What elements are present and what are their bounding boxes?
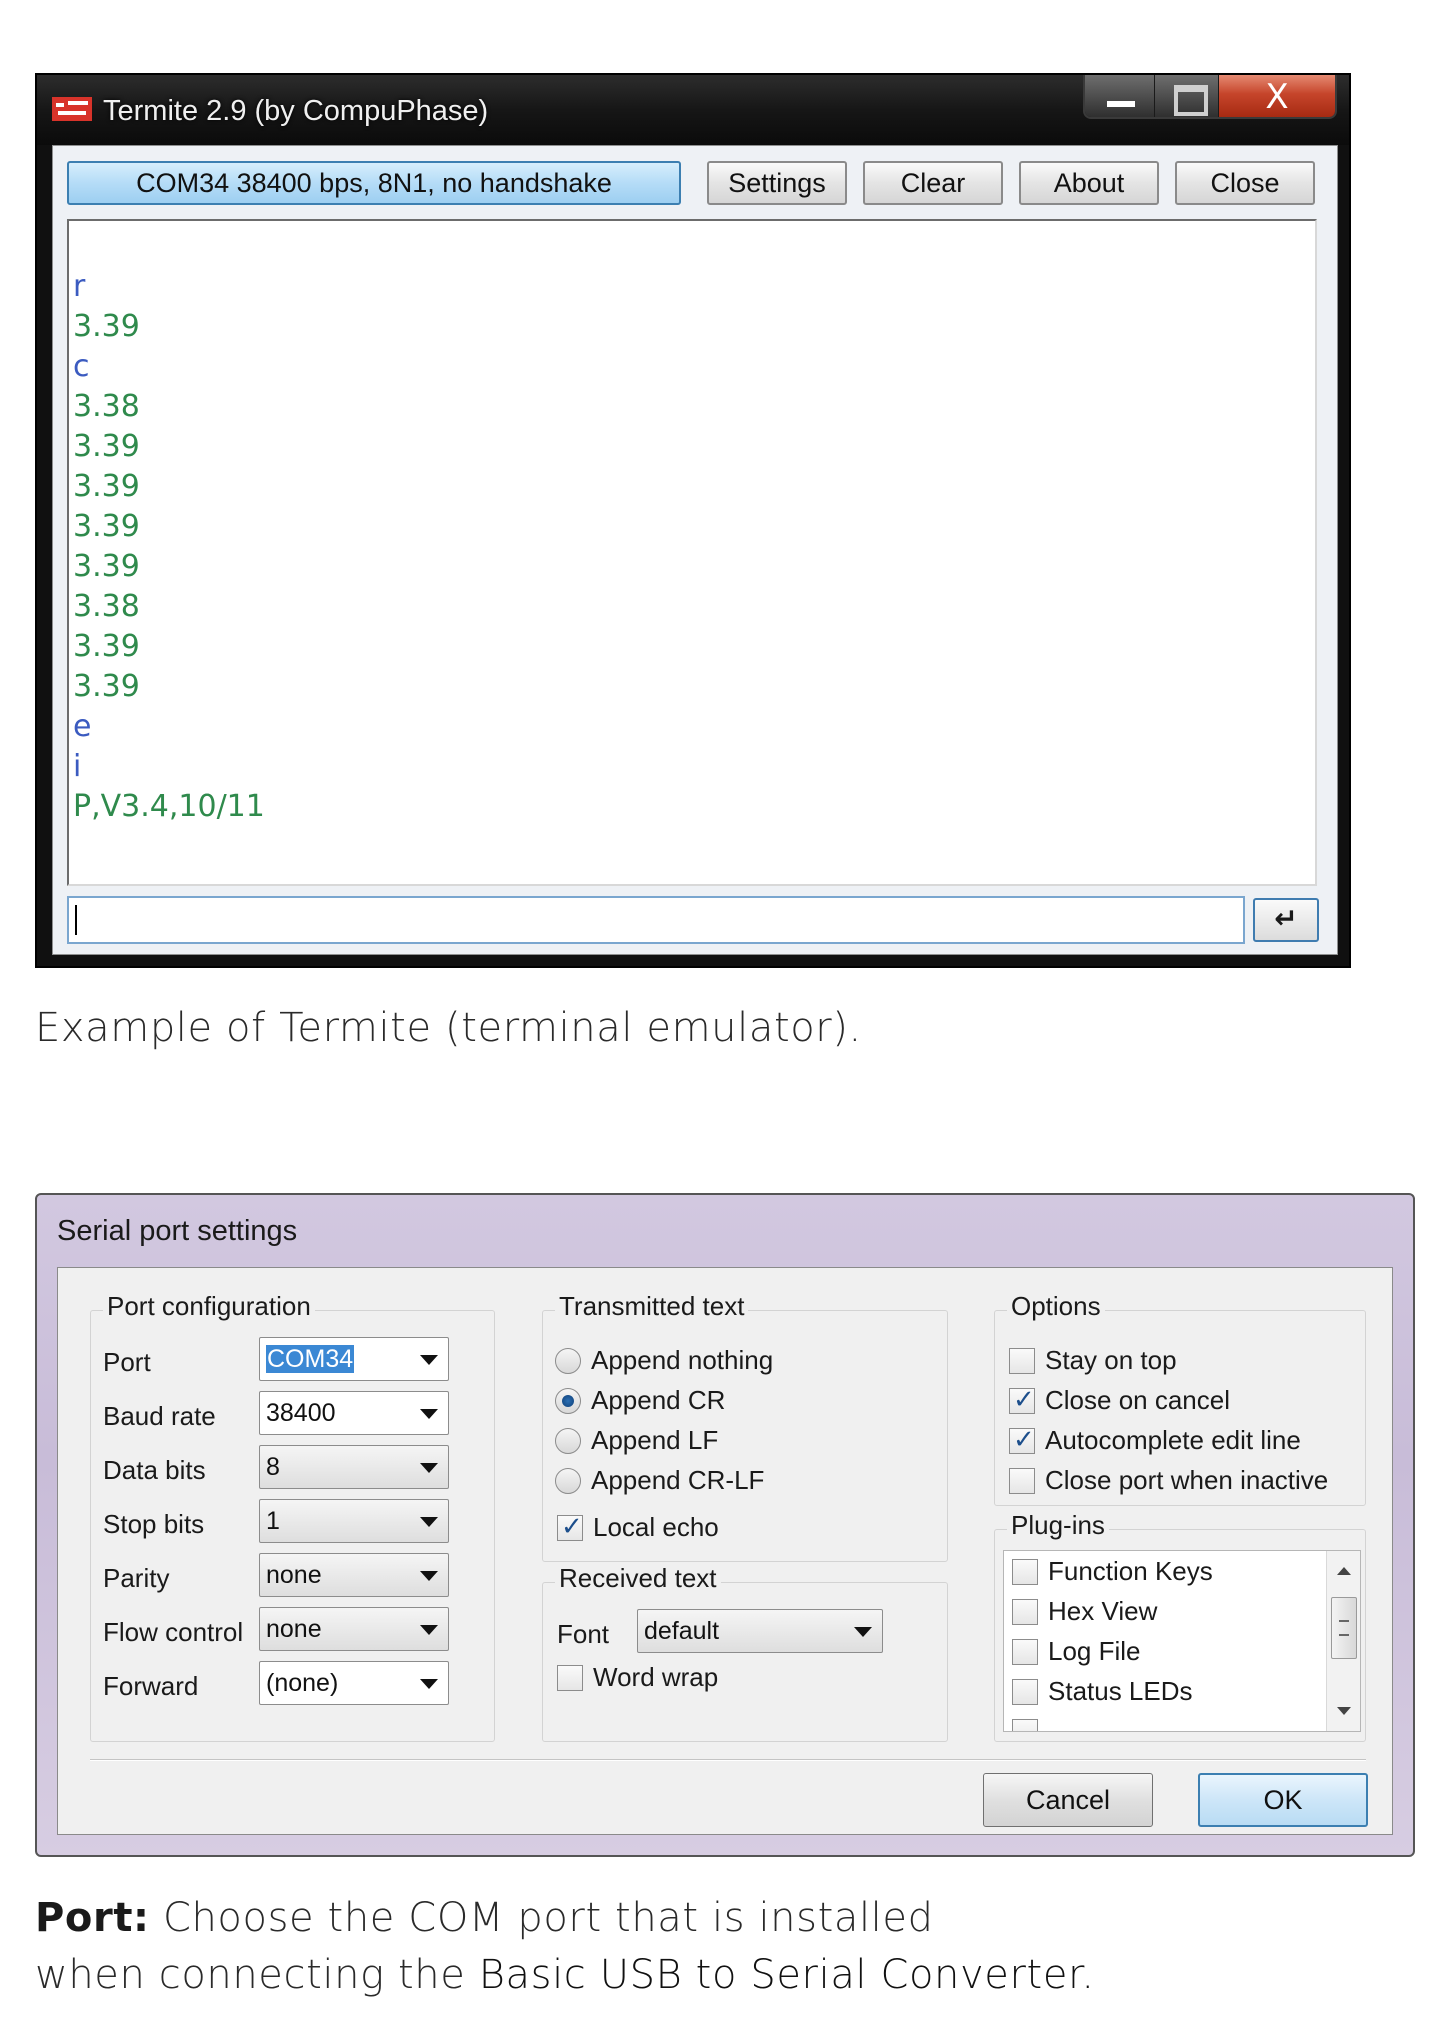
- data-bits-value: 8: [266, 1453, 280, 1481]
- forward-combo[interactable]: [259, 1661, 449, 1705]
- port-label: Port: [103, 1347, 151, 1377]
- close-on-cancel-checkbox[interactable]: [1009, 1388, 1035, 1414]
- group-title: Received text: [555, 1563, 721, 1594]
- text-caret: [75, 905, 77, 935]
- group-title: Plug-ins: [1007, 1510, 1109, 1541]
- caption-port-text: Choose the COM port that is installed: [149, 1895, 934, 1941]
- plugin-label: Hex View: [1048, 1596, 1158, 1626]
- about-button[interactable]: About: [1019, 161, 1159, 205]
- plugin-checkbox[interactable]: [1012, 1599, 1038, 1625]
- stop-bits-value: 1: [266, 1507, 280, 1535]
- chevron-down-icon: [420, 1463, 438, 1473]
- forward-label: Forward: [103, 1671, 199, 1701]
- ok-button[interactable]: OK: [1198, 1773, 1368, 1827]
- chevron-down-icon: [420, 1355, 438, 1365]
- parity-label: Parity: [103, 1563, 170, 1593]
- dialog-title: Serial port settings: [57, 1215, 298, 1247]
- caption-port: [35, 1890, 1095, 2004]
- port-value: COM34: [267, 1345, 354, 1373]
- autocomplete-label: Autocomplete edit line: [1045, 1425, 1301, 1455]
- baud-rate-combo[interactable]: [259, 1391, 449, 1435]
- plugin-checkbox[interactable]: [1012, 1679, 1038, 1705]
- terminal-line: 3.39: [73, 629, 140, 664]
- terminal-line: 3.38: [73, 389, 140, 424]
- scroll-thumb[interactable]: [1331, 1597, 1357, 1659]
- maximize-button[interactable]: [1155, 75, 1219, 117]
- terminal-line: 3.38: [73, 589, 140, 624]
- send-enter-button[interactable]: ↵: [1253, 898, 1319, 942]
- close-port-inactive-checkbox[interactable]: [1009, 1468, 1035, 1494]
- terminal-line: 3.39: [73, 309, 140, 344]
- terminal-line: c: [73, 349, 90, 384]
- minimize-button[interactable]: [1085, 75, 1155, 117]
- plugin-checkbox[interactable]: [1012, 1719, 1038, 1732]
- terminal-line: 3.39: [73, 509, 140, 544]
- options-group: [994, 1291, 1366, 1506]
- terminal-line: 3.39: [73, 429, 140, 464]
- stay-on-top-checkbox[interactable]: [1009, 1348, 1035, 1374]
- append-lf-radio[interactable]: [555, 1428, 581, 1454]
- flow-control-label: Flow control: [103, 1617, 244, 1647]
- local-echo-label: Local echo: [593, 1512, 719, 1542]
- append-crlf-radio[interactable]: [555, 1468, 581, 1494]
- append-crlf-label: Append CR-LF: [591, 1465, 765, 1495]
- serial-port-settings-dialog: [35, 1193, 1415, 1857]
- parity-combo[interactable]: [259, 1553, 449, 1597]
- plugin-checkbox[interactable]: [1012, 1559, 1038, 1585]
- termite-window: [35, 73, 1351, 968]
- stop-bits-label: Stop bits: [103, 1509, 205, 1539]
- forward-value: (none): [266, 1669, 339, 1697]
- transmitted-text-group: [542, 1291, 948, 1562]
- terminal-line: P,V3.4,10/11: [73, 789, 265, 824]
- chevron-down-icon: [420, 1625, 438, 1635]
- group-title: Options: [1007, 1291, 1105, 1322]
- terminal-line: r: [73, 269, 86, 304]
- plugin-checkbox[interactable]: [1012, 1639, 1038, 1665]
- autocomplete-checkbox[interactable]: [1009, 1428, 1035, 1454]
- caption-buttons: [1083, 75, 1337, 119]
- termite-app-icon: [52, 93, 92, 123]
- caption-device-name: Basic USB to Serial Converter.: [478, 1952, 1095, 1998]
- word-wrap-checkbox[interactable]: [557, 1665, 583, 1691]
- chevron-down-icon: [420, 1571, 438, 1581]
- clear-button[interactable]: Clear: [863, 161, 1003, 205]
- append-lf-label: Append LF: [591, 1425, 719, 1455]
- append-nothing-label: Append nothing: [591, 1345, 774, 1375]
- terminal-line: 3.39: [73, 549, 140, 584]
- terminal-output[interactable]: [67, 219, 1317, 886]
- separator: [90, 1759, 1366, 1761]
- flow-control-value: none: [266, 1615, 322, 1643]
- font-label: Font: [557, 1619, 610, 1649]
- port-settings-button[interactable]: COM34 38400 bps, 8N1, no handshake: [67, 161, 681, 205]
- plugin-label: Log File: [1048, 1636, 1141, 1666]
- data-bits-label: Data bits: [103, 1455, 206, 1485]
- close-button[interactable]: Close: [1175, 161, 1315, 205]
- chevron-down-icon: [854, 1627, 872, 1637]
- command-input[interactable]: [67, 896, 1245, 944]
- caption-port-term: Port:: [35, 1895, 150, 1941]
- plugin-label: Status LEDs: [1048, 1676, 1193, 1706]
- close-icon: X: [1265, 77, 1289, 117]
- baud-rate-value: 38400: [266, 1399, 336, 1427]
- terminal-line: i: [73, 749, 82, 784]
- baud-rate-label: Baud rate: [103, 1401, 216, 1431]
- received-text-group: [542, 1563, 948, 1742]
- append-cr-label: Append CR: [591, 1385, 726, 1415]
- window-close-button[interactable]: [1219, 75, 1335, 117]
- dialog-client-area: [57, 1267, 1393, 1835]
- word-wrap-label: Word wrap: [593, 1662, 719, 1692]
- plugin-label: Function Keys: [1048, 1556, 1213, 1586]
- terminal-line: 3.39: [73, 469, 140, 504]
- font-value: default: [644, 1617, 720, 1645]
- terminal-line: e: [73, 709, 92, 744]
- close-port-inactive-label: Close port when inactive: [1045, 1465, 1329, 1495]
- termite-client-area: [52, 145, 1338, 955]
- stay-on-top-label: Stay on top: [1045, 1345, 1177, 1375]
- settings-button[interactable]: Settings: [707, 161, 847, 205]
- cancel-button[interactable]: Cancel: [983, 1773, 1153, 1827]
- data-bits-combo[interactable]: [259, 1445, 449, 1489]
- local-echo-checkbox[interactable]: [557, 1515, 583, 1541]
- port-configuration-group: [90, 1291, 495, 1742]
- chevron-down-icon: [420, 1409, 438, 1419]
- group-title: Port configuration: [103, 1291, 315, 1322]
- append-nothing-radio[interactable]: [555, 1348, 581, 1374]
- flow-control-combo[interactable]: [259, 1607, 449, 1651]
- plugins-scrollbar[interactable]: [1326, 1551, 1360, 1731]
- caption-port-text-2: when connecting the: [35, 1952, 479, 1998]
- group-title: Transmitted text: [555, 1291, 748, 1322]
- terminal-line: 3.39: [73, 669, 140, 704]
- chevron-down-icon: [420, 1517, 438, 1527]
- caption-termite: Example of Termite (terminal emulator).: [35, 1005, 862, 1051]
- stop-bits-combo[interactable]: [259, 1499, 449, 1543]
- plugins-list[interactable]: [1003, 1550, 1361, 1732]
- scroll-down-icon[interactable]: [1337, 1707, 1351, 1715]
- close-on-cancel-label: Close on cancel: [1045, 1385, 1230, 1415]
- scroll-up-icon[interactable]: [1337, 1567, 1351, 1575]
- font-combo[interactable]: [637, 1609, 883, 1653]
- append-cr-radio[interactable]: [555, 1388, 581, 1414]
- parity-value: none: [266, 1561, 322, 1589]
- chevron-down-icon: [420, 1679, 438, 1689]
- port-combo[interactable]: [259, 1337, 449, 1381]
- plugins-group: [994, 1510, 1366, 1742]
- window-title: Termite 2.9 (by CompuPhase): [103, 95, 489, 127]
